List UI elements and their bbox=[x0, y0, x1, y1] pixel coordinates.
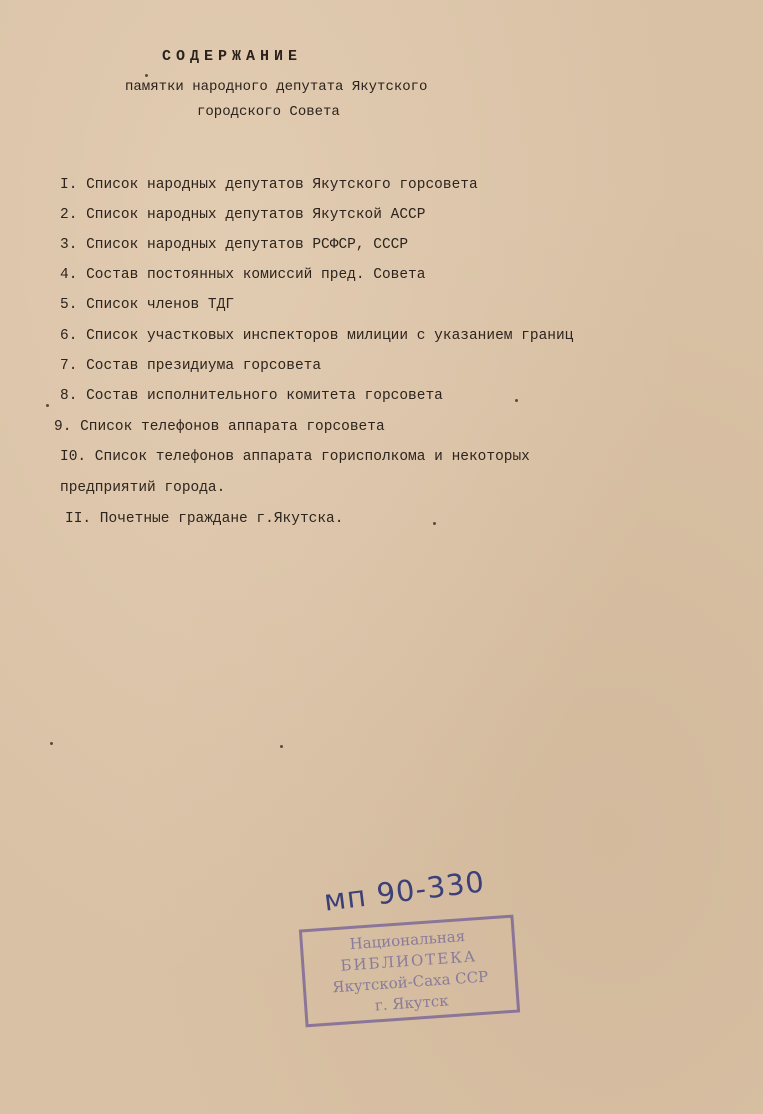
contents-item: 5. Список членов ТДГ bbox=[60, 297, 235, 313]
subtitle-line-1: памятки народного депутата Якутского bbox=[125, 79, 428, 95]
handwritten-call-number: мп 90-330 bbox=[322, 864, 487, 918]
library-stamp bbox=[299, 915, 520, 1028]
paper-speck bbox=[280, 745, 283, 748]
contents-item: 4. Состав постоянных комиссий пред. Совета bbox=[60, 267, 426, 283]
paper-speck bbox=[433, 522, 436, 525]
contents-item: 3. Список народных депутатов РСФСР, СССР bbox=[60, 237, 409, 253]
contents-item: II. Почетные граждане г.Якутска. bbox=[65, 511, 344, 527]
stamp-line: г. Якутск bbox=[374, 991, 450, 1015]
stamp-line: Якутской-Саха ССР bbox=[331, 967, 489, 997]
paper-speck bbox=[50, 742, 53, 745]
contents-item-continuation: предприятий города. bbox=[60, 480, 226, 496]
stamp-line: БИБЛИОТЕКА bbox=[339, 947, 478, 975]
document-title: СОДЕРЖАНИЕ bbox=[162, 48, 303, 65]
contents-item: 8. Состав исполнительного комитета горсовета bbox=[60, 388, 443, 404]
contents-item: 2. Список народных депутатов Якутской АССР bbox=[60, 207, 426, 223]
stamp-line: Национальная bbox=[348, 927, 466, 954]
paper-speck bbox=[515, 399, 518, 402]
contents-item: 6. Список участковых инспекторов милиции с указанием границ bbox=[60, 328, 574, 344]
subtitle-line-2: городского Совета bbox=[197, 104, 340, 120]
contents-item: I0. Список телефонов аппарата горисполкома и некоторых bbox=[60, 449, 530, 465]
contents-item: I. Список народных депутатов Якутского горсовета bbox=[60, 177, 478, 193]
contents-item: 9. Список телефонов аппарата горсовета bbox=[54, 419, 385, 435]
paper-speck bbox=[46, 404, 49, 407]
contents-item: 7. Состав президиума горсовета bbox=[60, 358, 322, 374]
paper-speck bbox=[145, 74, 148, 77]
